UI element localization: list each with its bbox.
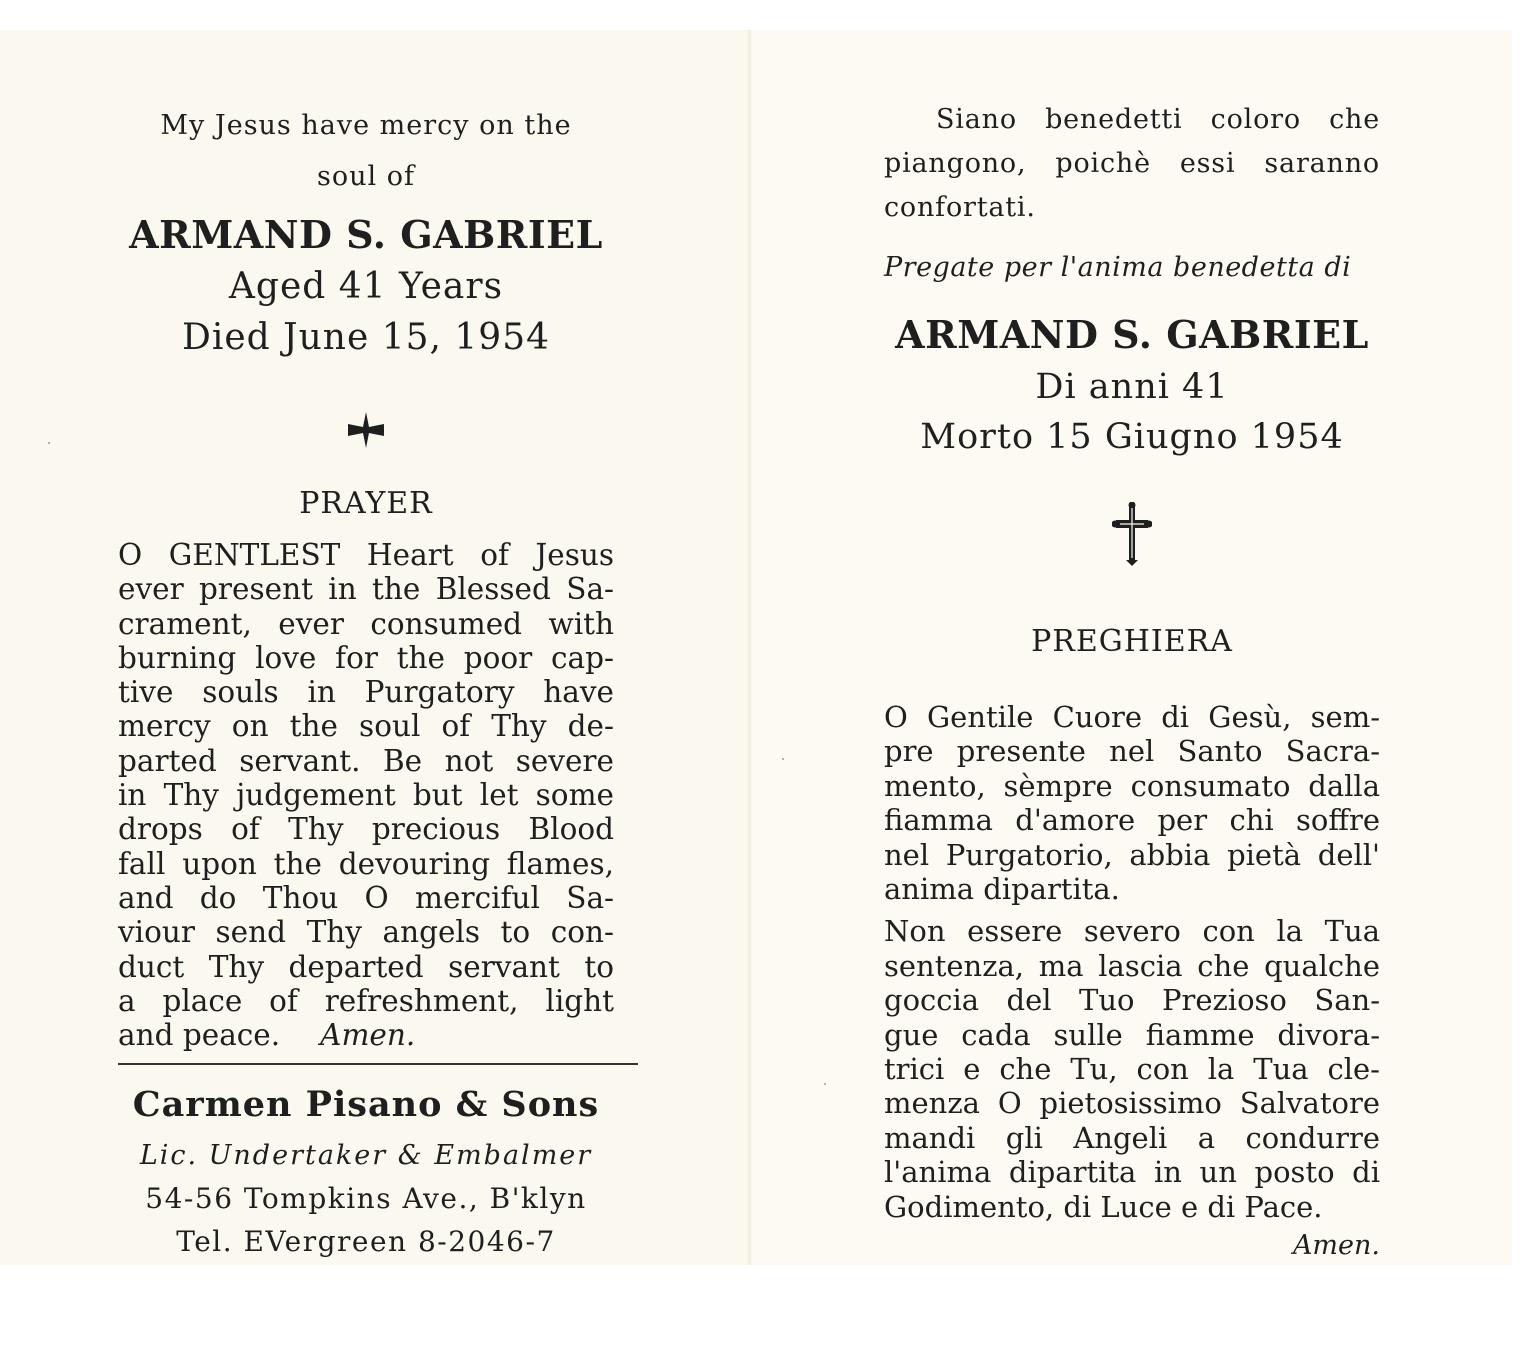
divider-rule [118, 1063, 638, 1065]
age-text: Di anni 41 [1035, 367, 1229, 407]
prayer-line: drops of Thy precious Blood [118, 812, 614, 847]
prayer-line: anima dipartita. [884, 872, 1120, 907]
ornate-cross-icon [884, 502, 1380, 581]
prayer-line: a place of refreshment, light [118, 983, 614, 1018]
card-fold [748, 30, 751, 1265]
funeral-home-role: Lic. Undertaker & Embalmer [139, 1140, 593, 1171]
prayer-line: O Gentile Cuore di Gesù, sem- [884, 700, 1380, 734]
deceased-name: ARMAND S. GABRIEL [129, 212, 603, 257]
prayer-line: mercy on the soul of Thy de- [118, 709, 614, 744]
italian-panel [752, 30, 1512, 1265]
prayer-line: ever present in the Blessed Sa- [118, 572, 614, 607]
beatitude-line: Siano benedetti coloro che [936, 104, 1380, 135]
prayer-line: mento, sèmpre consumato dalla [884, 768, 1380, 803]
prayer-line: fall upon the devouring flames, [118, 846, 614, 881]
prayer-line: l'anima dipartita in un posto di [884, 1155, 1380, 1190]
funeral-home-name: Carmen Pisano & Sons [132, 1084, 600, 1125]
prayer-line: menza O pietosissimo Salvatore [884, 1086, 1380, 1121]
prayer-line: parted servant. Be not severe [118, 743, 614, 778]
beatitude-line: piangono, poichè essi saranno [884, 148, 1380, 179]
prayer-line: and do Thou O merciful Sa- [118, 880, 614, 915]
prayer-title: PREGHIERA [1031, 624, 1233, 659]
prayer-line: crament, ever consumed with [118, 606, 614, 641]
prayer-line: Godimento, di Luce e di Pace. [884, 1189, 1323, 1224]
prayer-line: goccia del Tuo Prezioso San- [884, 983, 1380, 1018]
prayer-title: PRAYER [299, 486, 433, 521]
prayer-amen: Amen. [1292, 1230, 1380, 1261]
prayer-line: nel Purgatorio, abbia pietà dell' [884, 837, 1380, 872]
prayer-line: fiamma d'amore per chi soffre [884, 803, 1380, 838]
beatitude-text [884, 98, 1380, 230]
english-panel [0, 30, 752, 1265]
prayer-line: pre presente nel Santo Sacra- [884, 734, 1380, 769]
age-text: Aged 41 Years [228, 266, 504, 307]
prayer-text [118, 538, 614, 1052]
funeral-home-address: 54-56 Tompkins Ave., B'klyn [145, 1182, 587, 1215]
death-date-text: Morto 15 Giugno 1954 [920, 417, 1344, 457]
paper-speck [824, 1083, 826, 1085]
intro-text: My Jesus have mercy on the soul of [160, 110, 572, 192]
paper-speck [48, 442, 50, 444]
prayer-line: burning love for the poor cap- [118, 640, 614, 675]
death-date-text: Died June 15, 1954 [181, 317, 551, 358]
deceased-name: ARMAND S. GABRIEL [895, 312, 1369, 357]
beatitude-line: confortati. [884, 192, 1036, 223]
funeral-home-phone: Tel. EVergreen 8-2046-7 [176, 1225, 556, 1258]
prayer-closing-text: and peace. [118, 1018, 281, 1053]
prayer-last-line [118, 1018, 614, 1052]
prayer-card-scan [0, 30, 1512, 1265]
prayer-line: trici e che Tu, con la Tua cle- [884, 1052, 1380, 1087]
prayer-line: O GENTLEST Heart of Jesus [118, 538, 614, 572]
prayer-text [884, 700, 1380, 1224]
prayer-line: mandi gli Angeli a condurre [884, 1120, 1380, 1155]
maltese-cross-icon [118, 410, 614, 461]
prayer-line: gue cada sulle fiamme divora- [884, 1017, 1380, 1052]
prayer-line: sentenza, ma lascia che qualche [884, 948, 1380, 983]
pray-for-text: Pregate per l'anima benedetta di [884, 252, 1352, 283]
paper-speck [782, 758, 784, 760]
prayer-line: viour send Thy angels to con- [118, 915, 614, 950]
prayer-line: in Thy judgement but let some [118, 778, 614, 813]
prayer-line: Non essere severo con la Tua [884, 914, 1380, 949]
prayer-amen: Amen. [320, 1018, 416, 1053]
prayer-line: duct Thy departed servant to [118, 949, 614, 984]
prayer-line: tive souls in Purgatory have [118, 675, 614, 710]
